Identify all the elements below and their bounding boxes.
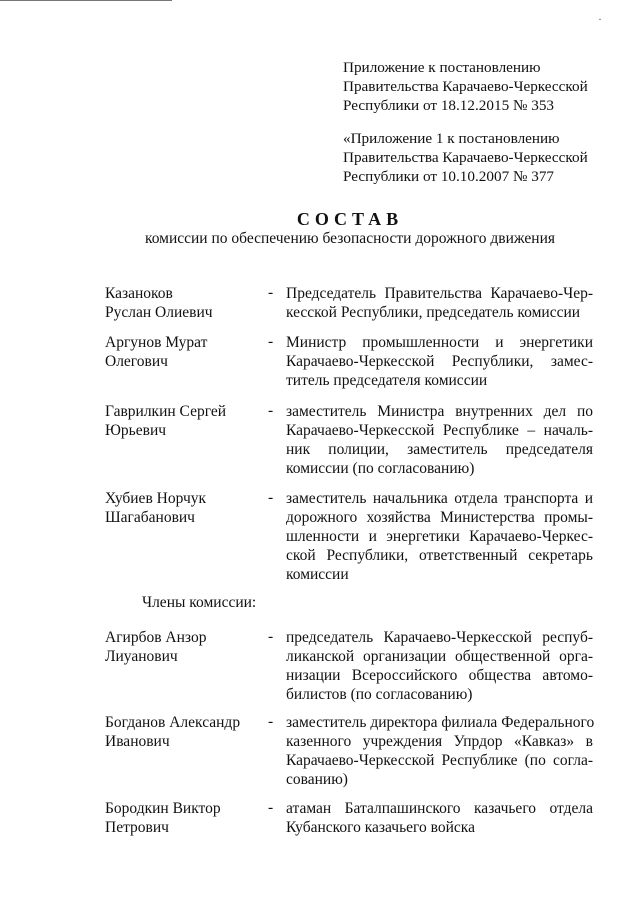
entry-dash: - bbox=[268, 628, 274, 645]
document-title: СОСТАВ bbox=[296, 209, 404, 229]
member-role-line: дорожного хозяйства Министерства промы- bbox=[286, 509, 593, 526]
member-role-line: заместитель Министра внутренних дел по bbox=[286, 403, 593, 420]
member-role-line: Кубанского казачьего войска bbox=[286, 819, 475, 836]
member-role-line: низации Всероссийского общества автомо- bbox=[286, 667, 593, 684]
member-role-line: ликанской организации общественной орга- bbox=[286, 648, 593, 665]
member-role bbox=[286, 799, 593, 837]
member-role-line: комиссии bbox=[286, 566, 349, 583]
appendix-original-line: «Приложение 1 к постановлению bbox=[343, 130, 560, 147]
member-name-line: Руслан Олиевич bbox=[105, 304, 213, 321]
member-role-line: председатель Карачаево-Черкесской респуб- bbox=[286, 629, 593, 646]
member-role-line: Председатель Правительства Карачаево-Чер- bbox=[286, 285, 593, 302]
member-role-line: сованию) bbox=[286, 771, 348, 788]
member-name-line: Казаноков bbox=[105, 285, 173, 302]
member-name-line: Агирбов Анзор bbox=[105, 629, 207, 646]
member-name bbox=[105, 713, 270, 751]
entry-dash: - bbox=[268, 284, 274, 301]
entry-dash: - bbox=[268, 799, 274, 816]
member-role bbox=[286, 713, 593, 789]
member-name-line: Бородкин Виктор bbox=[105, 800, 221, 817]
member-role bbox=[286, 402, 593, 478]
appendix-current-line: Правительства Карачаево-Черкесской bbox=[343, 78, 588, 95]
member-role bbox=[286, 284, 593, 322]
member-role bbox=[286, 628, 593, 704]
member-role-line: шленности и энергетики Карачаево-Черкес- bbox=[286, 528, 593, 545]
entry-dash: - bbox=[268, 713, 274, 730]
appendix-original bbox=[343, 129, 613, 186]
member-role-line: Карачаево-Черкесской Республике (по согла- bbox=[286, 752, 593, 769]
document-subtitle: комиссии по обеспечению безопасности дорожного движения bbox=[144, 230, 556, 247]
member-name bbox=[105, 799, 270, 837]
members-heading: Члены комиссии: bbox=[142, 594, 257, 611]
member-name-line: Олегович bbox=[105, 353, 168, 370]
member-role-line: билистов (по согласованию) bbox=[286, 686, 473, 703]
member-name-line: Гаврилкин Сергей bbox=[105, 403, 227, 420]
member-name bbox=[105, 333, 270, 371]
member-name-line: Юрьевич bbox=[105, 422, 167, 439]
member-role-line: Карачаево-Черкесской Республике – началь- bbox=[286, 422, 593, 439]
member-role-line: ник полиции, заместитель председателя bbox=[286, 441, 593, 458]
member-name bbox=[105, 628, 270, 666]
member-role-line: Министр промышленности и энергетики bbox=[286, 334, 593, 351]
scan-mark: · bbox=[598, 12, 602, 26]
member-role-line: комиссии (по согласованию) bbox=[286, 460, 475, 477]
top-edge-line bbox=[0, 0, 172, 1]
member-role bbox=[286, 333, 593, 390]
member-name bbox=[105, 284, 270, 322]
appendix-current bbox=[343, 58, 613, 115]
appendix-current-line: Приложение к постановлению bbox=[343, 59, 541, 76]
appendix-original-line: Правительства Карачаево-Черкесской bbox=[343, 149, 588, 166]
member-role-line: заместитель начальника отдела транспорта и bbox=[286, 490, 593, 507]
member-name-line: Шагабанович bbox=[105, 509, 195, 526]
entry-dash: - bbox=[268, 489, 274, 506]
member-role-line: ской Республики, ответственный секретарь bbox=[286, 547, 593, 564]
member-name-line: Аргунов Мурат bbox=[105, 334, 208, 351]
member-role-line: титель председателя комиссии bbox=[286, 372, 488, 389]
member-role-line: Карачаево-Черкесской Республики, замес- bbox=[286, 353, 593, 370]
appendix-original-line: Республики от 10.10.2007 № 377 bbox=[343, 168, 555, 185]
member-name bbox=[105, 489, 270, 527]
member-name-line: Иванович bbox=[105, 733, 170, 750]
member-role-line: казенного учреждения Упрдор «Кавказ» в bbox=[286, 733, 593, 750]
member-name-line: Богданов Александр bbox=[105, 714, 241, 731]
member-name-line: Лиуанович bbox=[105, 648, 178, 665]
member-role-line: атаман Баталпашинского казачьего отдела bbox=[286, 800, 593, 817]
member-name bbox=[105, 402, 270, 440]
member-name-line: Петрович bbox=[105, 819, 169, 836]
entry-dash: - bbox=[268, 333, 274, 350]
member-role-line: заместитель директора филиала Федерального bbox=[286, 714, 595, 731]
member-role bbox=[286, 489, 593, 584]
appendix-current-line: Республики от 18.12.2015 № 353 bbox=[343, 97, 555, 114]
member-role-line: кесской Республики, председатель комиссии bbox=[286, 304, 581, 321]
member-name-line: Хубиев Норчук bbox=[105, 490, 207, 507]
entry-dash: - bbox=[268, 402, 274, 419]
